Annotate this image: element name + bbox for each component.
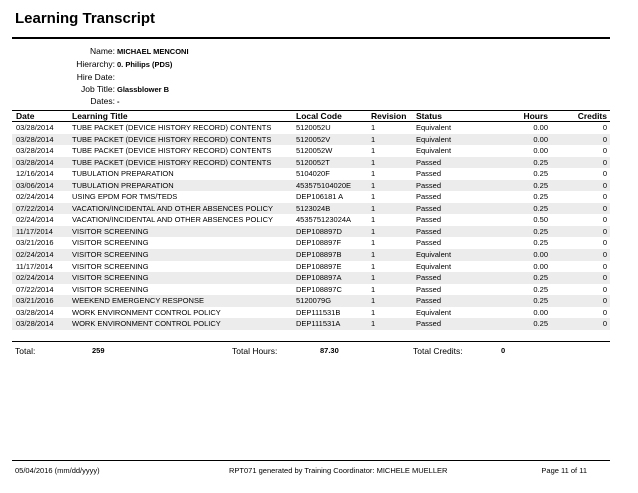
hire-date-label: Hire Date: xyxy=(76,72,115,82)
table-row xyxy=(12,284,610,296)
cell-date: 03/21/2016 xyxy=(16,296,54,306)
cell-local-code: 5120079G xyxy=(296,296,332,306)
cell-revision: 1 xyxy=(371,203,376,213)
table-row xyxy=(12,191,610,203)
cell-learning-title: VACATION/INCIDENTAL AND OTHER ABSENCES POLICY xyxy=(72,215,274,225)
cell-credits: 0 xyxy=(602,296,607,306)
cell-date: 03/28/2014 xyxy=(16,319,54,329)
cell-date: 11/17/2014 xyxy=(16,226,53,236)
cell-learning-title: TUBE PACKET (DEVICE HISTORY RECORD) CONTENTS xyxy=(72,134,272,144)
table-row xyxy=(12,307,610,319)
table-row xyxy=(12,272,610,284)
cell-status: Passed xyxy=(416,284,442,294)
cell-date: 03/28/2014 xyxy=(16,146,54,156)
cell-status: Passed xyxy=(416,226,442,236)
cell-revision: 1 xyxy=(371,296,376,306)
cell-hours: 0.25 xyxy=(533,319,548,329)
cell-credits: 0 xyxy=(602,226,607,236)
table-row xyxy=(12,134,610,146)
cell-learning-title: TUBE PACKET (DEVICE HISTORY RECORD) CONTENTS xyxy=(72,157,272,167)
total-value: 259 xyxy=(92,346,105,355)
cell-revision: 1 xyxy=(371,284,376,294)
cell-date: 02/24/2014 xyxy=(16,215,54,225)
cell-credits: 0 xyxy=(602,215,607,225)
table-row xyxy=(12,318,610,330)
dates-label: Dates: xyxy=(90,96,115,106)
meta-name xyxy=(12,46,189,56)
cell-credits: 0 xyxy=(602,157,607,167)
cell-revision: 1 xyxy=(371,192,376,202)
hierarchy-value: 0. Philips (PDS) xyxy=(117,60,173,69)
cell-hours: 0.00 xyxy=(533,250,548,260)
cell-credits: 0 xyxy=(602,284,607,294)
cell-revision: 1 xyxy=(371,157,376,167)
footer-rule xyxy=(12,460,610,461)
cell-local-code: 5120052V xyxy=(296,134,331,144)
meta-job-title xyxy=(12,84,169,94)
cell-status: Passed xyxy=(416,319,442,329)
transcript-table-body xyxy=(12,122,610,330)
cell-local-code: 5120052T xyxy=(296,157,330,167)
cell-local-code: 453575104020E xyxy=(296,180,352,190)
cell-status: Equivalent xyxy=(416,146,452,156)
cell-credits: 0 xyxy=(602,203,607,213)
footer-date: 05/04/2016 (mm/dd/yyyy) xyxy=(15,466,100,475)
cell-revision: 1 xyxy=(371,169,376,179)
dates-value: - xyxy=(117,97,120,106)
footer-generated-by: RPT071 generated by Training Coordinator: MICHELE MUELLER xyxy=(229,466,448,475)
cell-learning-title: VISITOR SCREENING xyxy=(72,226,149,236)
table-row xyxy=(12,249,610,261)
col-credits-header: Credits xyxy=(577,111,607,121)
cell-revision: 1 xyxy=(371,307,376,317)
cell-local-code: DEP111531B xyxy=(296,307,341,317)
total-credits-label: Total Credits: xyxy=(413,346,463,356)
table-row xyxy=(12,261,610,273)
cell-credits: 0 xyxy=(602,261,607,271)
cell-date: 12/16/2014 xyxy=(16,169,54,179)
cell-status: Passed xyxy=(416,169,442,179)
cell-hours: 0.25 xyxy=(533,284,548,294)
cell-status: Passed xyxy=(416,296,442,306)
cell-status: Equivalent xyxy=(416,123,452,132)
meta-hire-date xyxy=(12,72,117,82)
cell-status: Passed xyxy=(416,238,442,248)
title-divider xyxy=(12,37,610,39)
cell-revision: 1 xyxy=(371,238,376,248)
cell-local-code: 453575123024A xyxy=(296,215,352,225)
cell-hours: 0.25 xyxy=(533,192,548,202)
cell-learning-title: VISITOR SCREENING xyxy=(72,284,149,294)
cell-status: Passed xyxy=(416,203,442,213)
table-row xyxy=(12,237,610,249)
cell-date: 03/21/2016 xyxy=(16,238,54,248)
cell-hours: 0.25 xyxy=(533,157,548,167)
cell-credits: 0 xyxy=(602,250,607,260)
cell-credits: 0 xyxy=(602,307,607,317)
cell-local-code: DEP108897A xyxy=(296,273,342,283)
cell-status: Equivalent xyxy=(416,134,452,144)
cell-credits: 0 xyxy=(602,123,607,132)
total-credits-value: 0 xyxy=(501,346,506,355)
job-title-value: Glassblower B xyxy=(117,85,170,94)
cell-learning-title: VISITOR SCREENING xyxy=(72,261,149,271)
total-hours-label: Total Hours: xyxy=(232,346,278,356)
cell-revision: 1 xyxy=(371,180,376,190)
cell-date: 03/28/2014 xyxy=(16,307,54,317)
cell-date: 03/28/2014 xyxy=(16,157,54,167)
table-header xyxy=(12,111,610,121)
total-label: Total: xyxy=(15,346,36,356)
hierarchy-label: Hierarchy: xyxy=(76,59,115,69)
cell-learning-title: VISITOR SCREENING xyxy=(72,238,149,248)
name-value: MICHAEL MENCONI xyxy=(117,47,189,56)
cell-credits: 0 xyxy=(602,146,607,156)
cell-local-code: DEP108897F xyxy=(296,238,342,248)
cell-status: Passed xyxy=(416,215,442,225)
cell-revision: 1 xyxy=(371,123,376,132)
footer-page-number: Page 11 of 11 xyxy=(541,466,587,475)
cell-credits: 0 xyxy=(602,238,607,248)
cell-learning-title: USING EPDM FOR TMS/TEDS xyxy=(72,192,178,202)
cell-learning-title: TUBULATION PREPARATION xyxy=(72,169,174,179)
cell-date: 02/24/2014 xyxy=(16,250,54,260)
cell-learning-title: VACATION/INCIDENTAL AND OTHER ABSENCES POLICY xyxy=(72,203,274,213)
cell-hours: 0.25 xyxy=(533,203,548,213)
table-row xyxy=(12,145,610,157)
cell-hours: 0.00 xyxy=(533,146,548,156)
cell-status: Passed xyxy=(416,180,442,190)
cell-learning-title: TUBE PACKET (DEVICE HISTORY RECORD) CONTENTS xyxy=(72,146,272,156)
cell-date: 03/28/2014 xyxy=(16,134,54,144)
meta-dates xyxy=(12,96,120,106)
cell-local-code: 5104020F xyxy=(296,169,330,179)
cell-learning-title: TUBULATION PREPARATION xyxy=(72,180,174,190)
cell-hours: 0.00 xyxy=(533,307,548,317)
cell-hours: 0.25 xyxy=(533,226,548,236)
cell-credits: 0 xyxy=(602,192,607,202)
cell-revision: 1 xyxy=(371,146,376,156)
col-status-header: Status xyxy=(416,111,442,121)
cell-hours: 0.00 xyxy=(533,261,548,271)
cell-revision: 1 xyxy=(371,261,376,271)
col-title-header: Learning Title xyxy=(72,111,128,121)
totals-rule xyxy=(12,341,610,342)
table-row xyxy=(12,168,610,180)
col-date-header: Date xyxy=(16,111,35,121)
cell-revision: 1 xyxy=(371,273,376,283)
col-revision-header: Revision xyxy=(371,111,407,121)
cell-status: Passed xyxy=(416,273,442,283)
cell-hours: 0.00 xyxy=(533,134,548,144)
cell-learning-title: VISITOR SCREENING xyxy=(72,273,149,283)
cell-status: Equivalent xyxy=(416,250,452,260)
cell-local-code: DEP108897B xyxy=(296,250,342,260)
cell-learning-title: TUBE PACKET (DEVICE HISTORY RECORD) CONTENTS xyxy=(72,123,272,132)
cell-date: 02/24/2014 xyxy=(16,192,54,202)
cell-status: Passed xyxy=(416,192,442,202)
table-row xyxy=(12,122,610,134)
cell-credits: 0 xyxy=(602,169,607,179)
cell-credits: 0 xyxy=(602,180,607,190)
cell-revision: 1 xyxy=(371,134,376,144)
cell-date: 03/28/2014 xyxy=(16,123,54,132)
table-row xyxy=(12,157,610,169)
col-hours-header: Hours xyxy=(523,111,548,121)
cell-date: 03/06/2014 xyxy=(16,180,54,190)
table-row xyxy=(12,214,610,226)
job-title-label: Job Title: xyxy=(80,84,115,94)
cell-revision: 1 xyxy=(371,215,376,225)
table-row xyxy=(12,203,610,215)
cell-learning-title: WEEKEND EMERGENCY RESPONSE xyxy=(72,296,204,306)
col-code-header: Local Code xyxy=(296,111,342,121)
cell-date: 07/22/2014 xyxy=(16,284,54,294)
cell-date: 07/22/2014 xyxy=(16,203,54,213)
cell-revision: 1 xyxy=(371,319,376,329)
cell-date: 11/17/2014 xyxy=(16,261,53,271)
cell-learning-title: WORK ENVIRONMENT CONTROL POLICY xyxy=(72,307,221,317)
cell-hours: 0.25 xyxy=(533,169,548,179)
cell-hours: 0.25 xyxy=(533,296,548,306)
cell-credits: 0 xyxy=(602,319,607,329)
cell-local-code: 5120052W xyxy=(296,146,333,156)
cell-local-code: 5123024B xyxy=(296,203,331,213)
total-hours-value: 87.30 xyxy=(320,346,339,355)
cell-hours: 0.50 xyxy=(533,215,548,225)
table-row xyxy=(12,180,610,192)
cell-hours: 0.00 xyxy=(533,123,548,132)
cell-revision: 1 xyxy=(371,250,376,260)
cell-revision: 1 xyxy=(371,226,376,236)
table-row xyxy=(12,295,610,307)
report-title: Learning Transcript xyxy=(15,10,156,27)
cell-status: Passed xyxy=(416,157,442,167)
cell-local-code: DEP106181 A xyxy=(296,192,344,202)
cell-learning-title: WORK ENVIRONMENT CONTROL POLICY xyxy=(72,319,221,329)
cell-local-code: DEP108897E xyxy=(296,261,342,271)
cell-status: Equivalent xyxy=(416,307,452,317)
cell-hours: 0.25 xyxy=(533,273,548,283)
cell-credits: 0 xyxy=(602,273,607,283)
table-row xyxy=(12,226,610,238)
cell-learning-title: VISITOR SCREENING xyxy=(72,250,149,260)
meta-hierarchy xyxy=(12,59,172,69)
cell-local-code: DEP111531A xyxy=(296,319,341,329)
cell-local-code: 5120052U xyxy=(296,123,331,132)
cell-credits: 0 xyxy=(602,134,607,144)
name-label: Name: xyxy=(89,46,115,56)
cell-local-code: DEP108897D xyxy=(296,226,342,236)
cell-hours: 0.25 xyxy=(533,238,548,248)
cell-status: Equivalent xyxy=(416,261,452,271)
cell-hours: 0.25 xyxy=(533,180,548,190)
cell-local-code: DEP108897C xyxy=(296,284,342,294)
cell-date: 02/24/2014 xyxy=(16,273,54,283)
